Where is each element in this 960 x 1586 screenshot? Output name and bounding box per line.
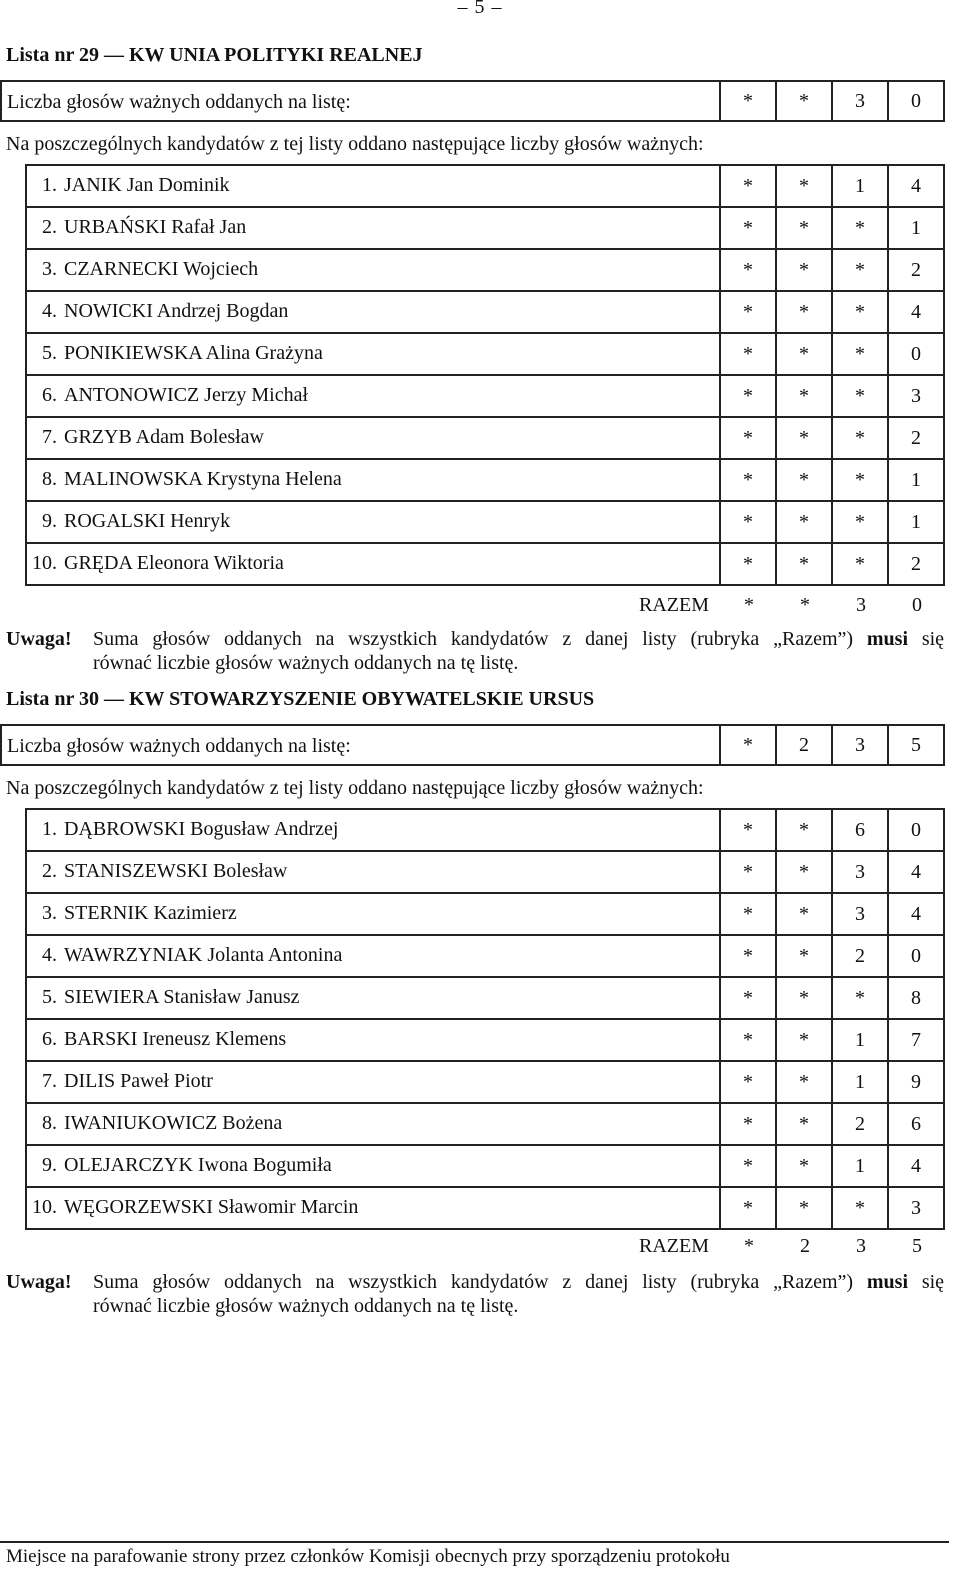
candidate-number: 10. (32, 1196, 57, 1218)
digit-cell: * (831, 418, 887, 458)
digit-cell: 1 (831, 1062, 887, 1102)
candidate-row (27, 166, 943, 208)
candidate-row (27, 208, 943, 250)
digit-cell: * (775, 1104, 831, 1144)
candidate-votes (719, 292, 943, 332)
digit-cell: 6 (831, 810, 887, 850)
candidate-name: NOWICKI Andrzej Bogdan (64, 300, 289, 322)
note-head: Uwaga! (6, 1271, 72, 1293)
digit-cell: * (831, 334, 887, 374)
razem-digits (721, 1225, 945, 1267)
digit-cell: 3 (856, 1234, 866, 1257)
digit-cell: * (719, 460, 775, 500)
digit-cell: * (719, 894, 775, 934)
digit-cell: * (775, 852, 831, 892)
candidate-name: STERNIK Kazimierz (64, 902, 237, 924)
digit-cell: 4 (887, 852, 943, 892)
candidate-votes (719, 166, 943, 206)
candidate-name: GRĘDA Eleonora Wiktoria (64, 552, 284, 574)
note-musi: musi (866, 628, 908, 650)
digit-cell: * (775, 936, 831, 976)
digit-cell: * (831, 250, 887, 290)
digit-cell: * (775, 250, 831, 290)
candidate-number: 5. (42, 986, 57, 1008)
digit-cell: 3 (887, 376, 943, 416)
digit-cell: * (775, 810, 831, 850)
digit-cell: * (719, 418, 775, 458)
candidate-name: ANTONOWICZ Jerzy Michał (64, 384, 309, 406)
candidate-row (27, 1020, 943, 1062)
candidate-votes (719, 460, 943, 500)
digit-cell: * (775, 376, 831, 416)
digit-cell: * (719, 852, 775, 892)
candidate-row (27, 1104, 943, 1146)
candidate-row (27, 936, 943, 978)
digit-cell: 2 (887, 544, 943, 584)
candidate-name: SIEWIERA Stanisław Janusz (64, 986, 300, 1008)
candidate-name: CZARNECKI Wojciech (64, 258, 259, 280)
candidate-votes (719, 208, 943, 248)
digit-cell: * (831, 1188, 887, 1228)
candidate-number: 9. (42, 510, 57, 532)
footer-text: Miejsce na parafowanie strony przez członków Komisji obecnych przy sporządzeniu protokołu (6, 1546, 730, 1567)
candidate-number: 10. (32, 552, 57, 574)
digit-cell: * (831, 208, 887, 248)
digit-cell: * (775, 208, 831, 248)
valid-votes-label: Liczba głosów ważnych oddanych na listę: (7, 91, 351, 113)
candidate-number: 1. (42, 818, 57, 840)
digit-cell: * (719, 376, 775, 416)
list-title: Lista nr 30 — KW STOWARZYSZENIE OBYWATELSKIE URSUS (6, 688, 595, 710)
digit-cell: 4 (887, 1146, 943, 1186)
candidate-row (27, 1188, 943, 1228)
digit-cell: 1 (831, 1020, 887, 1060)
digit-cell: * (775, 544, 831, 584)
digit-cell: * (775, 292, 831, 332)
candidate-number: 6. (42, 1028, 57, 1050)
razem-label: RAZEM (639, 1235, 709, 1257)
digit-cell: 1 (887, 460, 943, 500)
digit-cell: * (719, 1062, 775, 1102)
digit-cell: * (719, 208, 775, 248)
candidate-number: 1. (42, 174, 57, 196)
digit-cell: 4 (887, 894, 943, 934)
candidate-name: DĄBROWSKI Bogusław Andrzej (64, 818, 339, 840)
valid-votes-digits (719, 726, 943, 764)
digit-cell: 4 (887, 166, 943, 206)
candidate-votes (719, 1062, 943, 1102)
digit-cell: * (775, 1188, 831, 1228)
candidate-name: PONIKIEWSKA Alina Grażyna (64, 342, 323, 364)
digit-cell: * (800, 593, 810, 616)
candidate-name: OLEJARCZYK Iwona Bogumiła (64, 1154, 332, 1176)
digit-cell: * (775, 418, 831, 458)
digit-cell: * (775, 82, 831, 120)
note-text-a: Suma głosów oddanych na wszystkich kandydatów z danej listy (rubryka „Razem”) (93, 628, 854, 650)
candidate-name: URBAŃSKI Rafał Jan (64, 216, 247, 238)
candidate-number: 3. (42, 902, 57, 924)
digit-cell: 0 (887, 82, 943, 120)
digit-cell: 3 (831, 894, 887, 934)
digit-cell: * (719, 334, 775, 374)
candidates-table (25, 164, 945, 586)
candidate-name: BARSKI Ireneusz Klemens (64, 1028, 287, 1050)
digit-cell: * (719, 1020, 775, 1060)
candidate-number: 2. (42, 216, 57, 238)
digit-cell: * (775, 894, 831, 934)
digit-cell: 3 (887, 1188, 943, 1228)
digit-cell: 2 (831, 936, 887, 976)
candidate-row (27, 544, 943, 584)
candidate-votes (719, 502, 943, 542)
digit-cell: * (719, 810, 775, 850)
candidate-number: 6. (42, 384, 57, 406)
candidate-row (27, 810, 943, 852)
candidate-row (27, 250, 943, 292)
candidate-votes (719, 1020, 943, 1060)
candidate-votes (719, 852, 943, 892)
digit-cell: 9 (887, 1062, 943, 1102)
candidates-table (25, 808, 945, 1230)
candidate-number: 2. (42, 860, 57, 882)
note-text-b: się (921, 1271, 945, 1293)
digit-cell: * (719, 936, 775, 976)
digit-cell: * (719, 166, 775, 206)
digit-cell: 5 (912, 1234, 922, 1257)
page-number: – 5 – (457, 0, 503, 18)
candidate-row (27, 978, 943, 1020)
candidate-name: WĘGORZEWSKI Sławomir Marcin (64, 1196, 359, 1218)
candidate-name: STANISZEWSKI Bolesław (64, 860, 288, 882)
digit-cell: 2 (887, 250, 943, 290)
digit-cell: 6 (887, 1104, 943, 1144)
digit-cell: * (775, 460, 831, 500)
note-text-a: Suma głosów oddanych na wszystkich kandydatów z danej listy (rubryka „Razem”) (93, 1271, 854, 1293)
candidates-intro: Na poszczególnych kandydatów z tej listy oddano następujące liczby głosów ważnych: (6, 133, 704, 155)
candidate-name: MALINOWSKA Krystyna Helena (64, 468, 342, 490)
candidate-votes (719, 810, 943, 850)
candidate-row (27, 460, 943, 502)
digit-cell: 1 (887, 208, 943, 248)
candidate-votes (719, 250, 943, 290)
razem-digits (721, 584, 945, 626)
candidate-votes (719, 418, 943, 458)
digit-cell: 8 (887, 978, 943, 1018)
digit-cell: * (719, 1146, 775, 1186)
digit-cell: * (719, 978, 775, 1018)
digit-cell: * (719, 502, 775, 542)
note-head: Uwaga! (6, 628, 72, 650)
footer-rule (0, 1541, 949, 1543)
note-line-1 (93, 627, 944, 651)
digit-cell: 7 (887, 1020, 943, 1060)
digit-cell: 3 (831, 82, 887, 120)
razem-row (0, 584, 945, 626)
candidate-votes (719, 334, 943, 374)
candidate-votes (719, 978, 943, 1018)
digit-cell: 0 (887, 936, 943, 976)
razem-label: RAZEM (639, 594, 709, 616)
candidate-row (27, 376, 943, 418)
digit-cell: * (831, 460, 887, 500)
candidate-row (27, 1062, 943, 1104)
digit-cell: * (775, 334, 831, 374)
digit-cell: 2 (800, 1234, 810, 1257)
digit-cell: 3 (856, 593, 866, 616)
candidate-votes (719, 1188, 943, 1228)
digit-cell: 1 (831, 1146, 887, 1186)
candidate-number: 8. (42, 468, 57, 490)
digit-cell: * (719, 1188, 775, 1228)
digit-cell: * (744, 1234, 754, 1257)
digit-cell: * (775, 502, 831, 542)
candidates-intro: Na poszczególnych kandydatów z tej listy oddano następujące liczby głosów ważnych: (6, 777, 704, 799)
digit-cell: * (831, 376, 887, 416)
digit-cell: 4 (887, 292, 943, 332)
candidate-name: ROGALSKI Henryk (64, 510, 231, 532)
digit-cell: 0 (887, 334, 943, 374)
valid-votes-box (0, 80, 945, 122)
digit-cell: * (831, 502, 887, 542)
digit-cell: * (719, 292, 775, 332)
digit-cell: * (744, 593, 754, 616)
candidate-votes (719, 894, 943, 934)
candidate-number: 3. (42, 258, 57, 280)
candidate-row (27, 894, 943, 936)
digit-cell: * (775, 166, 831, 206)
razem-row (0, 1225, 945, 1267)
candidate-number: 4. (42, 944, 57, 966)
candidate-name: GRZYB Adam Bolesław (64, 426, 264, 448)
digit-cell: 2 (775, 726, 831, 764)
note-musi: musi (866, 1271, 908, 1293)
candidate-number: 8. (42, 1112, 57, 1134)
candidate-votes (719, 544, 943, 584)
candidate-row (27, 852, 943, 894)
candidate-number: 7. (42, 426, 57, 448)
candidate-number: 5. (42, 342, 57, 364)
digit-cell: * (719, 726, 775, 764)
digit-cell: 2 (831, 1104, 887, 1144)
digit-cell: 5 (887, 726, 943, 764)
note-text-b: się (921, 628, 945, 650)
candidate-name: WAWRZYNIAK Jolanta Antonina (64, 944, 343, 966)
candidate-row (27, 334, 943, 376)
candidate-votes (719, 1146, 943, 1186)
digit-cell: 1 (831, 166, 887, 206)
digit-cell: * (719, 544, 775, 584)
digit-cell: * (719, 250, 775, 290)
digit-cell: * (775, 978, 831, 1018)
candidate-votes (719, 376, 943, 416)
candidate-row (27, 1146, 943, 1188)
candidate-votes (719, 936, 943, 976)
digit-cell: 3 (831, 726, 887, 764)
digit-cell: 0 (912, 593, 922, 616)
candidate-number: 7. (42, 1070, 57, 1092)
digit-cell: * (831, 544, 887, 584)
digit-cell: * (775, 1146, 831, 1186)
candidate-votes (719, 1104, 943, 1144)
candidate-row (27, 502, 943, 544)
digit-cell: 0 (887, 810, 943, 850)
digit-cell: 3 (831, 852, 887, 892)
candidate-number: 9. (42, 1154, 57, 1176)
note-line-2: równać liczbie głosów ważnych oddanych na tę listę. (93, 652, 519, 674)
candidate-row (27, 418, 943, 460)
candidate-row (27, 292, 943, 334)
digit-cell: * (775, 1062, 831, 1102)
note-line-2: równać liczbie głosów ważnych oddanych na tę listę. (93, 1295, 519, 1317)
digit-cell: * (831, 978, 887, 1018)
list-title: Lista nr 29 — KW UNIA POLITYKI REALNEJ (6, 44, 423, 66)
candidate-name: DILIS Paweł Piotr (64, 1070, 213, 1092)
digit-cell: 1 (887, 502, 943, 542)
digit-cell: * (775, 1020, 831, 1060)
digit-cell: 2 (887, 418, 943, 458)
note-line-1 (93, 1270, 944, 1294)
valid-votes-label: Liczba głosów ważnych oddanych na listę: (7, 735, 351, 757)
digit-cell: * (831, 292, 887, 332)
valid-votes-digits (719, 82, 943, 120)
valid-votes-box (0, 724, 945, 766)
candidate-number: 4. (42, 300, 57, 322)
candidate-name: JANIK Jan Dominik (64, 174, 230, 196)
candidate-name: IWANIUKOWICZ Bożena (64, 1112, 283, 1134)
digit-cell: * (719, 82, 775, 120)
digit-cell: * (719, 1104, 775, 1144)
